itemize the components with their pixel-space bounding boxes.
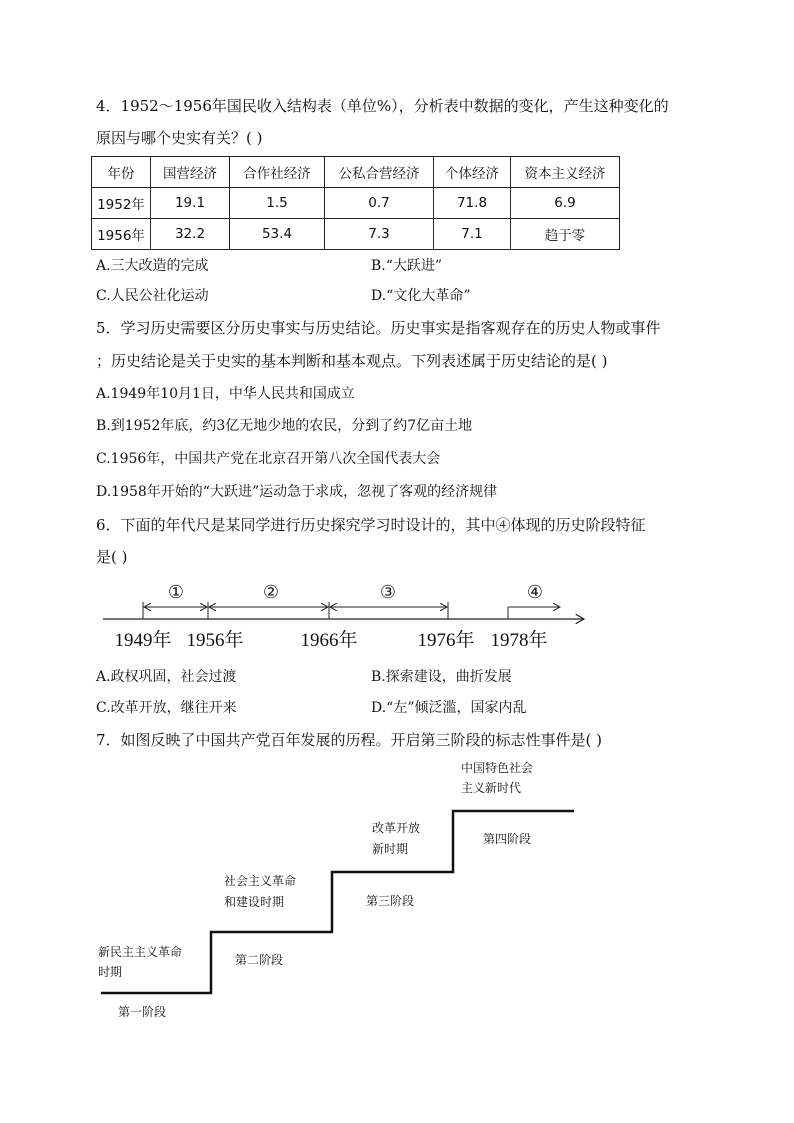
q6-option-c[interactable]: C.改革开放，继往开来 [96,700,237,716]
q4-option-a[interactable]: A.三大改造的完成 [96,258,209,274]
period-mark-4: ④ [526,582,544,603]
table-cell: 1956年 [92,219,151,250]
q7-stem: 7．如图反映了中国共产党百年发展的历程。开启第三阶段的标志性事件是( ) [96,731,603,749]
table-cell: 1952年 [92,188,151,219]
q4-stem-line2: 原因与哪个史实有关？( ) [96,129,263,147]
period-1-label-line1: 新民主主义革命 [98,945,183,959]
period-2-label-line1: 社会主义革命 [224,874,297,888]
year-label: 1949年 [114,630,172,651]
period-2-label-line2: 和建设时期 [224,895,285,909]
table-cell: 6.9 [511,188,620,219]
period-4-label-line2: 主义新时代 [461,781,522,795]
q4-option-b[interactable]: B.“大跃进” [371,258,443,274]
table-cell: 19.1 [151,188,230,219]
table-header-cell: 公私合营经济 [325,157,434,188]
year-label: 1966年 [300,630,358,651]
q4-option-c[interactable]: C.人民公社化运动 [96,288,209,304]
period-mark-3: ③ [379,582,397,603]
table-header-cell: 国营经济 [151,157,230,188]
table-cell: 32.2 [151,219,230,250]
q5-stem-line2: ；历史结论是关于史实的基本判断和基本观点。下列表述属于历史结论的是( ) [96,352,608,370]
q6-stem-line1: 6．下面的年代尺是某同学进行历史探究学习时设计的，其中④体现的历史阶段特征 [96,516,646,534]
period-3-label-line2: 新时期 [372,842,409,856]
table-cell: 7.3 [325,219,434,250]
q5-option-d[interactable]: D.1958年开始的“大跃进”运动急于求成，忽视了客观的经济规律 [96,484,498,500]
table-cell: 趋于零 [511,219,620,250]
q5-option-b[interactable]: B.到1952年底，约3亿无地少地的农民，分到了约7亿亩土地 [96,418,473,434]
q6-option-a[interactable]: A.政权巩固，社会过渡 [96,669,237,685]
table-header-cell: 个体经济 [434,157,511,188]
table-cell: 7.1 [434,219,511,250]
table-cell: 53.4 [230,219,325,250]
q5-option-c[interactable]: C.1956年，中国共产党在北京召开第八次全国代表大会 [96,451,441,467]
q4-option-d[interactable]: D.“文化大革命” [371,288,471,304]
period-1-label-line2: 时期 [98,965,123,979]
q4-stem-line1: 4．1952～1956年国民收入结构表（单位%），分析表中数据的变化，产生这种变化的 [96,97,669,115]
q6-option-b[interactable]: B.探索建设，曲折发展 [371,669,512,685]
q6-option-d[interactable]: D.“左”倾泛滥，国家内乱 [371,700,527,716]
stair-diagram [98,760,574,1019]
period-mark-1: ① [167,582,185,603]
q5-stem-line1: 5．学习历史需要区分历史事实与历史结论。历史事实是指客观存在的历史人物或事件 [96,319,661,337]
table-cell: 0.7 [325,188,434,219]
period-3-label-line1: 改革开放 [372,821,421,835]
table-cell: 1.5 [230,188,325,219]
stage-1-label: 第一阶段 [118,1005,167,1019]
stage-2-label: 第二阶段 [235,953,284,967]
timeline [103,582,584,651]
year-label: 1956年 [186,630,244,651]
table-header-cell: 合作社经济 [230,157,325,188]
year-label: 1976年 [417,630,475,651]
table-header-cell: 资本主义经济 [511,157,620,188]
q6-stem-line2: 是( ) [96,548,128,566]
period-4-label-line1: 中国特色社会 [461,761,534,775]
table-cell: 71.8 [434,188,511,219]
year-label: 1978年 [490,630,548,651]
stage-3-label: 第三阶段 [366,894,415,908]
table-header-cell: 年份 [92,157,151,188]
q5-option-a[interactable]: A.1949年10月1日，中华人民共和国成立 [96,386,355,402]
stage-4-label: 第四阶段 [483,832,532,846]
period-mark-2: ② [262,582,280,603]
